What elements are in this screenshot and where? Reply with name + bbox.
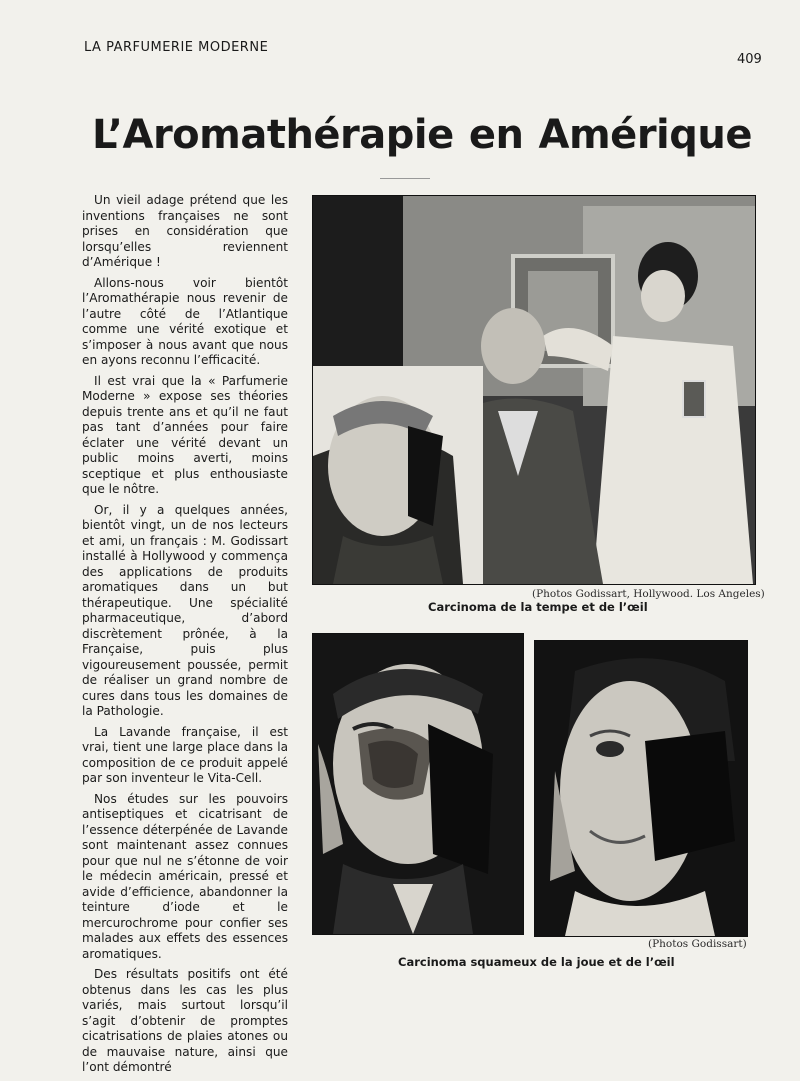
photo-illustration	[313, 196, 755, 584]
article-body	[82, 193, 288, 1081]
photo-illustration	[535, 641, 747, 936]
figure-caption: Carcinoma de la tempe et de l’œil	[428, 600, 648, 614]
photo-nurse-treating-patient	[312, 195, 756, 585]
page-number: 409	[737, 52, 762, 67]
paragraph: La Lavande française, il est vrai, tient une large place dans la composition de ce produit appelé par son inventeur le Vita-Cell.	[82, 724, 288, 785]
paragraph: Des résultats positifs ont été obtenus dans les cas les plus variés, mais surtout lorsqu’il s’agit d’obtenir de promptes cicatrisations de plaies atones ou de mauvaise nature, ainsi que l’ont démontré	[82, 967, 288, 1074]
photo-credit: (Photos Godissart, Hollywood. Los Angeles)	[532, 588, 765, 600]
photo-cheek-lesion-before	[312, 633, 524, 935]
photo-credit: (Photos Godissart)	[648, 938, 747, 950]
paragraph: Un vieil adage prétend que les inventions françaises ne sont prises en considération que lorsqu’elles reviennent d’Amérique !	[82, 193, 288, 269]
article-title	[92, 112, 752, 158]
paragraph: Nos études sur les pouvoirs antiseptiques et cicatrisant de l’essence déterpénée de Lavande sont maintenant assez connues pour que nul ne s’étonne de voir le médecin américain, pressé et avide d’efficience, abandonner la teinture d’iode et le mercurochrome pour confier ses malades aux effets des essences aromatiques.	[82, 791, 288, 961]
paragraph: Allons-nous voir bientôt l’Aromathérapie nous revenir de l’autre côté de l’Atlantique comme une vérité exotique et s’imposer à nous avant que nous en ayons reconnu l’efficacité.	[82, 275, 288, 367]
divider	[380, 178, 430, 179]
title-word: L’Aromathérapie	[92, 112, 454, 158]
title-word: en	[468, 112, 524, 158]
paragraph: Or, il y a quelques années, bientôt vingt, un de nos lecteurs et ami, un français : M. Godissart installé à Hollywood y commença des applications de produits aromatiques dans un but thérapeutique. Une spécialité pharmaceutique, d’abord discrètement prônée, à la Française, puis plus vigoureusement poussée, permit de réaliser un grand nombre de cures dans tous les domaines de la Pathologie.	[82, 502, 288, 718]
title-word: Amérique	[538, 112, 752, 158]
running-head: LA PARFUMERIE MODERNE	[84, 40, 269, 55]
photo-illustration	[313, 634, 523, 934]
photo-eye-lesion-after	[534, 640, 748, 937]
figure-caption: Carcinoma squameux de la joue et de l’œil	[398, 955, 675, 969]
paragraph: Il est vrai que la « Parfumerie Moderne » expose ses théories depuis trente ans et qu’il ne faut pas tant d’années pour faire éclater une vérité devant un public moins averti, moins sceptique et plus enthousiaste que le nôtre.	[82, 373, 288, 496]
